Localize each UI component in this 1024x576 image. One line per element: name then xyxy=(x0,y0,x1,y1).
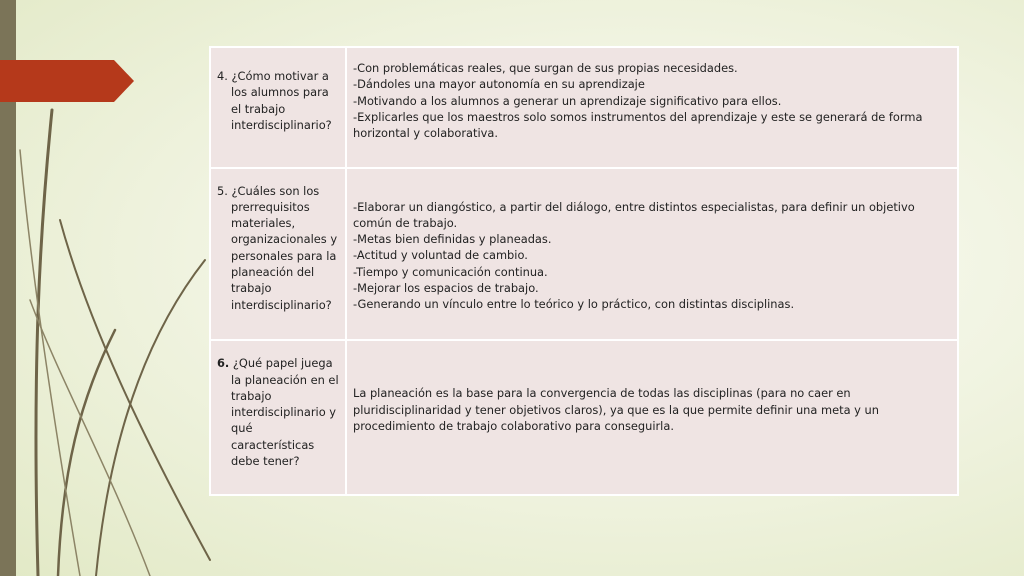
answer-line: -Dándoles una mayor autonomía en su aprendizaje xyxy=(353,77,645,92)
answer-line: -Motivando a los alumnos a generar un aprendizaje significativo para ellos. xyxy=(353,93,782,108)
question-cell xyxy=(210,340,346,495)
question-label: ¿Cuáles son los prerrequisitos materiales, organizacionales y personales para la planeación del trabajo interdisciplinario? xyxy=(231,183,338,312)
answer-line: -Mejorar los espacios de trabajo. xyxy=(353,281,539,296)
answer-line: -Elaborar un diangóstico, a partir del diálogo, entre distintos especialistas, para definir un objetivo común de trabajo. xyxy=(353,199,915,230)
answer-cell xyxy=(346,47,958,168)
question-text xyxy=(217,183,339,313)
answer-line: La planeación es la base para la convergencia de todas las disciplinas (para no caer en pluridisciplinaridad y tener objetivos claros), ya que es la que permite definir una meta y un procedimiento de trabajo colaborativo para conseguirla. xyxy=(353,386,879,433)
question-label: ¿Qué papel juega la planeación en el trabajo interdisciplinario y qué características debe tener? xyxy=(231,356,339,469)
question-text xyxy=(217,355,339,469)
question-cell xyxy=(210,168,346,341)
table-row xyxy=(210,340,958,495)
question-number: 6. xyxy=(217,356,230,371)
answer-line: -Con problemáticas reales, que surgan de sus propias necesidades. xyxy=(353,61,738,75)
question-label: ¿Cómo motivar a los alumnos para el trabajo interdisciplinario? xyxy=(231,69,332,132)
qa-table xyxy=(209,46,959,496)
question-text xyxy=(217,68,339,133)
answer-line: -Generando un vínculo entre lo teórico y lo práctico, con distintas disciplinas. xyxy=(353,297,795,312)
answer-cell xyxy=(346,340,958,495)
answer-line: -Actitud y voluntad de cambio. xyxy=(353,248,528,263)
answer-line: -Explicarles que los maestros solo somos instrumentos del aprendizaje y este se generará de forma horizontal y colaborativa. xyxy=(353,109,923,141)
question-number: 5. xyxy=(217,183,228,198)
answer-line: -Metas bien definidas y planeadas. xyxy=(353,232,552,247)
question-number: 4. xyxy=(217,69,228,83)
answer-cell xyxy=(346,168,958,341)
answer-line: -Tiempo y comunicación continua. xyxy=(353,264,548,279)
question-cell xyxy=(210,47,346,168)
table-row xyxy=(210,47,958,168)
table-row xyxy=(210,168,958,341)
